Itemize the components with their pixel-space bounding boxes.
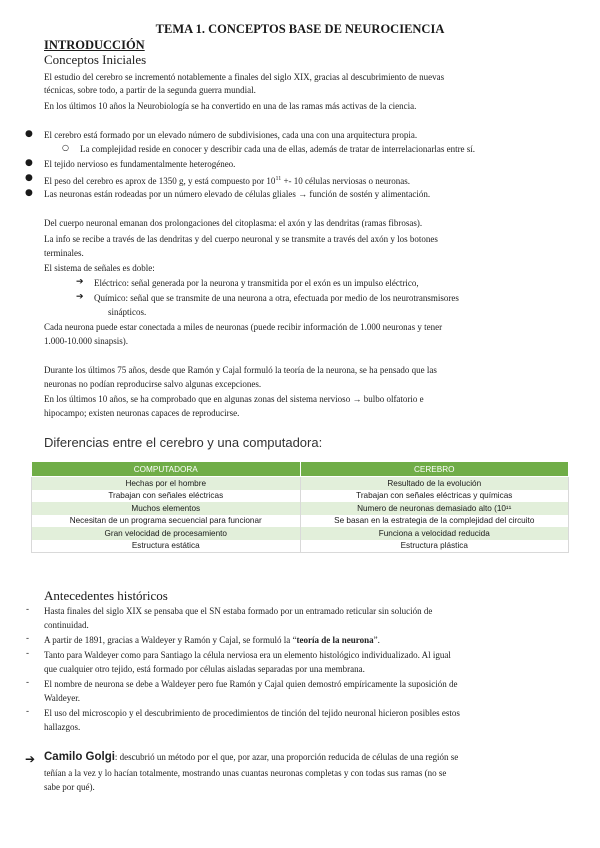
bullet-circle-icon: ○	[62, 143, 69, 152]
intro-paragraph-line: técnicas, sobre todo, a partir de la segunda guerra mundial.	[44, 85, 256, 95]
arrow-bullet-text: Químico: señal que se transmite de una neurona a otra, efectuada por medio de los neurotransmisores	[94, 293, 459, 303]
table-cell: Resultado de la evolución	[300, 477, 569, 490]
table-cell: Muchos elementos	[32, 502, 301, 515]
history-item-line: Hasta finales del siglo XIX se pensaba que el SN estaba formado por un entramado reticular sin solución de	[44, 606, 433, 616]
intro-paragraph-line: En los últimos 10 años la Neurobiología se ha convertido en una de las ramas más activas de la ciencia.	[44, 101, 417, 111]
intro-paragraph-line: El estudio del cerebro se incrementó notablemente a finales del siglo XIX, gracias al descubrimiento de nuevas	[44, 72, 445, 82]
golgi-name: Camilo Golgi	[44, 751, 115, 763]
intro-heading: INTRODUCCIÓN	[44, 38, 145, 52]
dash-bullet: -	[26, 678, 30, 688]
body-paragraph-line: neuronas no podían reproducirse salvo algunas excepciones.	[44, 379, 262, 389]
table-row	[32, 477, 569, 490]
table-row	[32, 502, 569, 515]
bullet-text: El cerebro está formado por un elevado número de subdivisiones, cada una con una arquitectura propia.	[44, 130, 418, 140]
golgi-paragraph-line: sabe por qué).	[44, 782, 95, 792]
table-cell: Se basan en la estrategia de la complejidad del circuito	[300, 515, 569, 528]
body-paragraph-line: 1.000-10.000 sinapsis).	[44, 336, 128, 346]
bullet-text: El tejido nervioso es fundamentalmente heterogéneo.	[44, 159, 236, 169]
table-cell: Trabajan con señales eléctricas y químicas	[300, 490, 569, 503]
arrow-bullet-text: sinápticos.	[108, 307, 147, 317]
body-paragraph-line: Del cuerpo neuronal emanan dos prolongaciones del citoplasma: el axón y las dendritas (ramas fibrosas).	[44, 218, 423, 228]
golgi-paragraph-line: teñían a la vez y lo hacían totalmente, mostrando unas cuantas neuronas completas y con todas sus ramas (no se	[44, 768, 447, 778]
table-header-cerebro: CEREBRO	[300, 462, 569, 477]
differences-heading: Diferencias entre el cerebro y una computadora:	[44, 435, 323, 450]
body-paragraph-line: La info se recibe a través de las dendritas y del cuerpo neuronal y se transmite a través del axón y los botones	[44, 234, 438, 244]
table-row	[32, 490, 569, 503]
table-header-computadora: COMPUTADORA	[32, 462, 301, 477]
history-item-line: El nombre de neurona se debe a Waldeyer pero fue Ramón y Cajal quien demostró empíricamente la suposición de	[44, 679, 458, 689]
bullet-dot-icon: ●	[25, 129, 33, 139]
arrow-bullet-icon: ➔	[76, 292, 84, 302]
history-item-line: continuidad.	[44, 620, 89, 630]
arrow-bullet-icon: ➔	[76, 277, 84, 287]
table-cell: Gran velocidad de procesamiento	[32, 527, 301, 540]
body-paragraph-line: Cada neurona puede estar conectada a miles de neuronas (puede recibir información de 1.000 neuronas y tener	[44, 322, 443, 332]
table-row	[32, 527, 569, 540]
bullet-dot-icon: ●	[25, 173, 33, 183]
history-item-line: Tanto para Waldeyer como para Santiago la célula nerviosa era un elemento histológico individualizado. Al igual	[44, 650, 451, 660]
bullet-text: Las neuronas están rodeadas por un número elevado de células gliales → función de sostén y alimentación.	[44, 189, 431, 199]
body-paragraph-line: terminales.	[44, 248, 84, 258]
dash-bullet: -	[26, 605, 30, 615]
dash-bullet: -	[26, 707, 30, 717]
body-paragraph-line: En los últimos 10 años, se ha comprobado que en algunas zonas del sistema nervioso → bulbo olfatorio e	[44, 394, 424, 404]
golgi-paragraph-line: Camilo Golgi: descubrió un método por el que, por azar, una proporción reducida de células de una región se	[44, 751, 459, 763]
table-cell: Necesitan de un programa secuencial para funcionar	[32, 515, 301, 528]
history-item-line: que cualquier otro tejido, está formado por células aisladas separadas por una membrana.	[44, 664, 365, 674]
sub-bullet-text: La complejidad reside en conocer y describir cada una de ellas, además de tratar de interrelacionarlas entre sí.	[80, 144, 476, 154]
body-paragraph-line: hipocampo; existen neuronas capaces de reproducirse.	[44, 408, 240, 418]
dash-bullet: -	[26, 634, 30, 644]
body-paragraph-line: El sistema de señales es doble:	[44, 263, 155, 273]
table-row	[32, 540, 569, 553]
history-item-line: hallazgos.	[44, 722, 81, 732]
history-item-line: El uso del microscopio y el descubrimiento de procedimientos de tinción del tejido neuronal hicieron posibles estos	[44, 708, 460, 718]
bullet-dot-icon: ●	[25, 188, 33, 198]
antecedentes-heading: Antecedentes históricos	[44, 588, 168, 603]
conceptos-heading: Conceptos Iniciales	[44, 52, 147, 67]
table-cell: Numero de neuronas demasiado alto (10¹¹	[300, 502, 569, 515]
history-item-line: A partir de 1891, gracias a Waldeyer y Ramón y Cajal, se formuló la “teoría de la neurona”.	[44, 635, 380, 645]
bullet-dot-icon: ●	[25, 158, 33, 168]
table-cell: Hechas por el hombre	[32, 477, 301, 490]
table-cell: Estructura plástica	[300, 540, 569, 553]
table-row	[32, 515, 569, 528]
arrow-bullet-text: Eléctrico: señal generada por la neurona y transmitida por el exón es un impulso eléctrico,	[94, 278, 419, 288]
table-cell: Funciona a velocidad reducida	[300, 527, 569, 540]
body-paragraph-line: Durante los últimos 75 años, desde que Ramón y Cajal formuló la teoría de la neurona, se ha pensado que las	[44, 365, 437, 375]
dash-bullet: -	[26, 649, 30, 659]
document-title: TEMA 1. CONCEPTOS BASE DE NEUROCIENCIA	[155, 22, 445, 36]
table-cell: Estructura estática	[32, 540, 301, 553]
comparison-table	[31, 461, 569, 553]
history-item-line: Waldeyer.	[44, 693, 81, 703]
bullet-text: El peso del cerebro es aprox de 1350 g, y está compuesto por $10^{11} +- 10$ células nerviosas o neuronas.	[44, 176, 411, 186]
table-cell: Trabajan con señales eléctricas	[32, 490, 301, 503]
arrow-bullet-icon: ➔	[25, 752, 36, 766]
